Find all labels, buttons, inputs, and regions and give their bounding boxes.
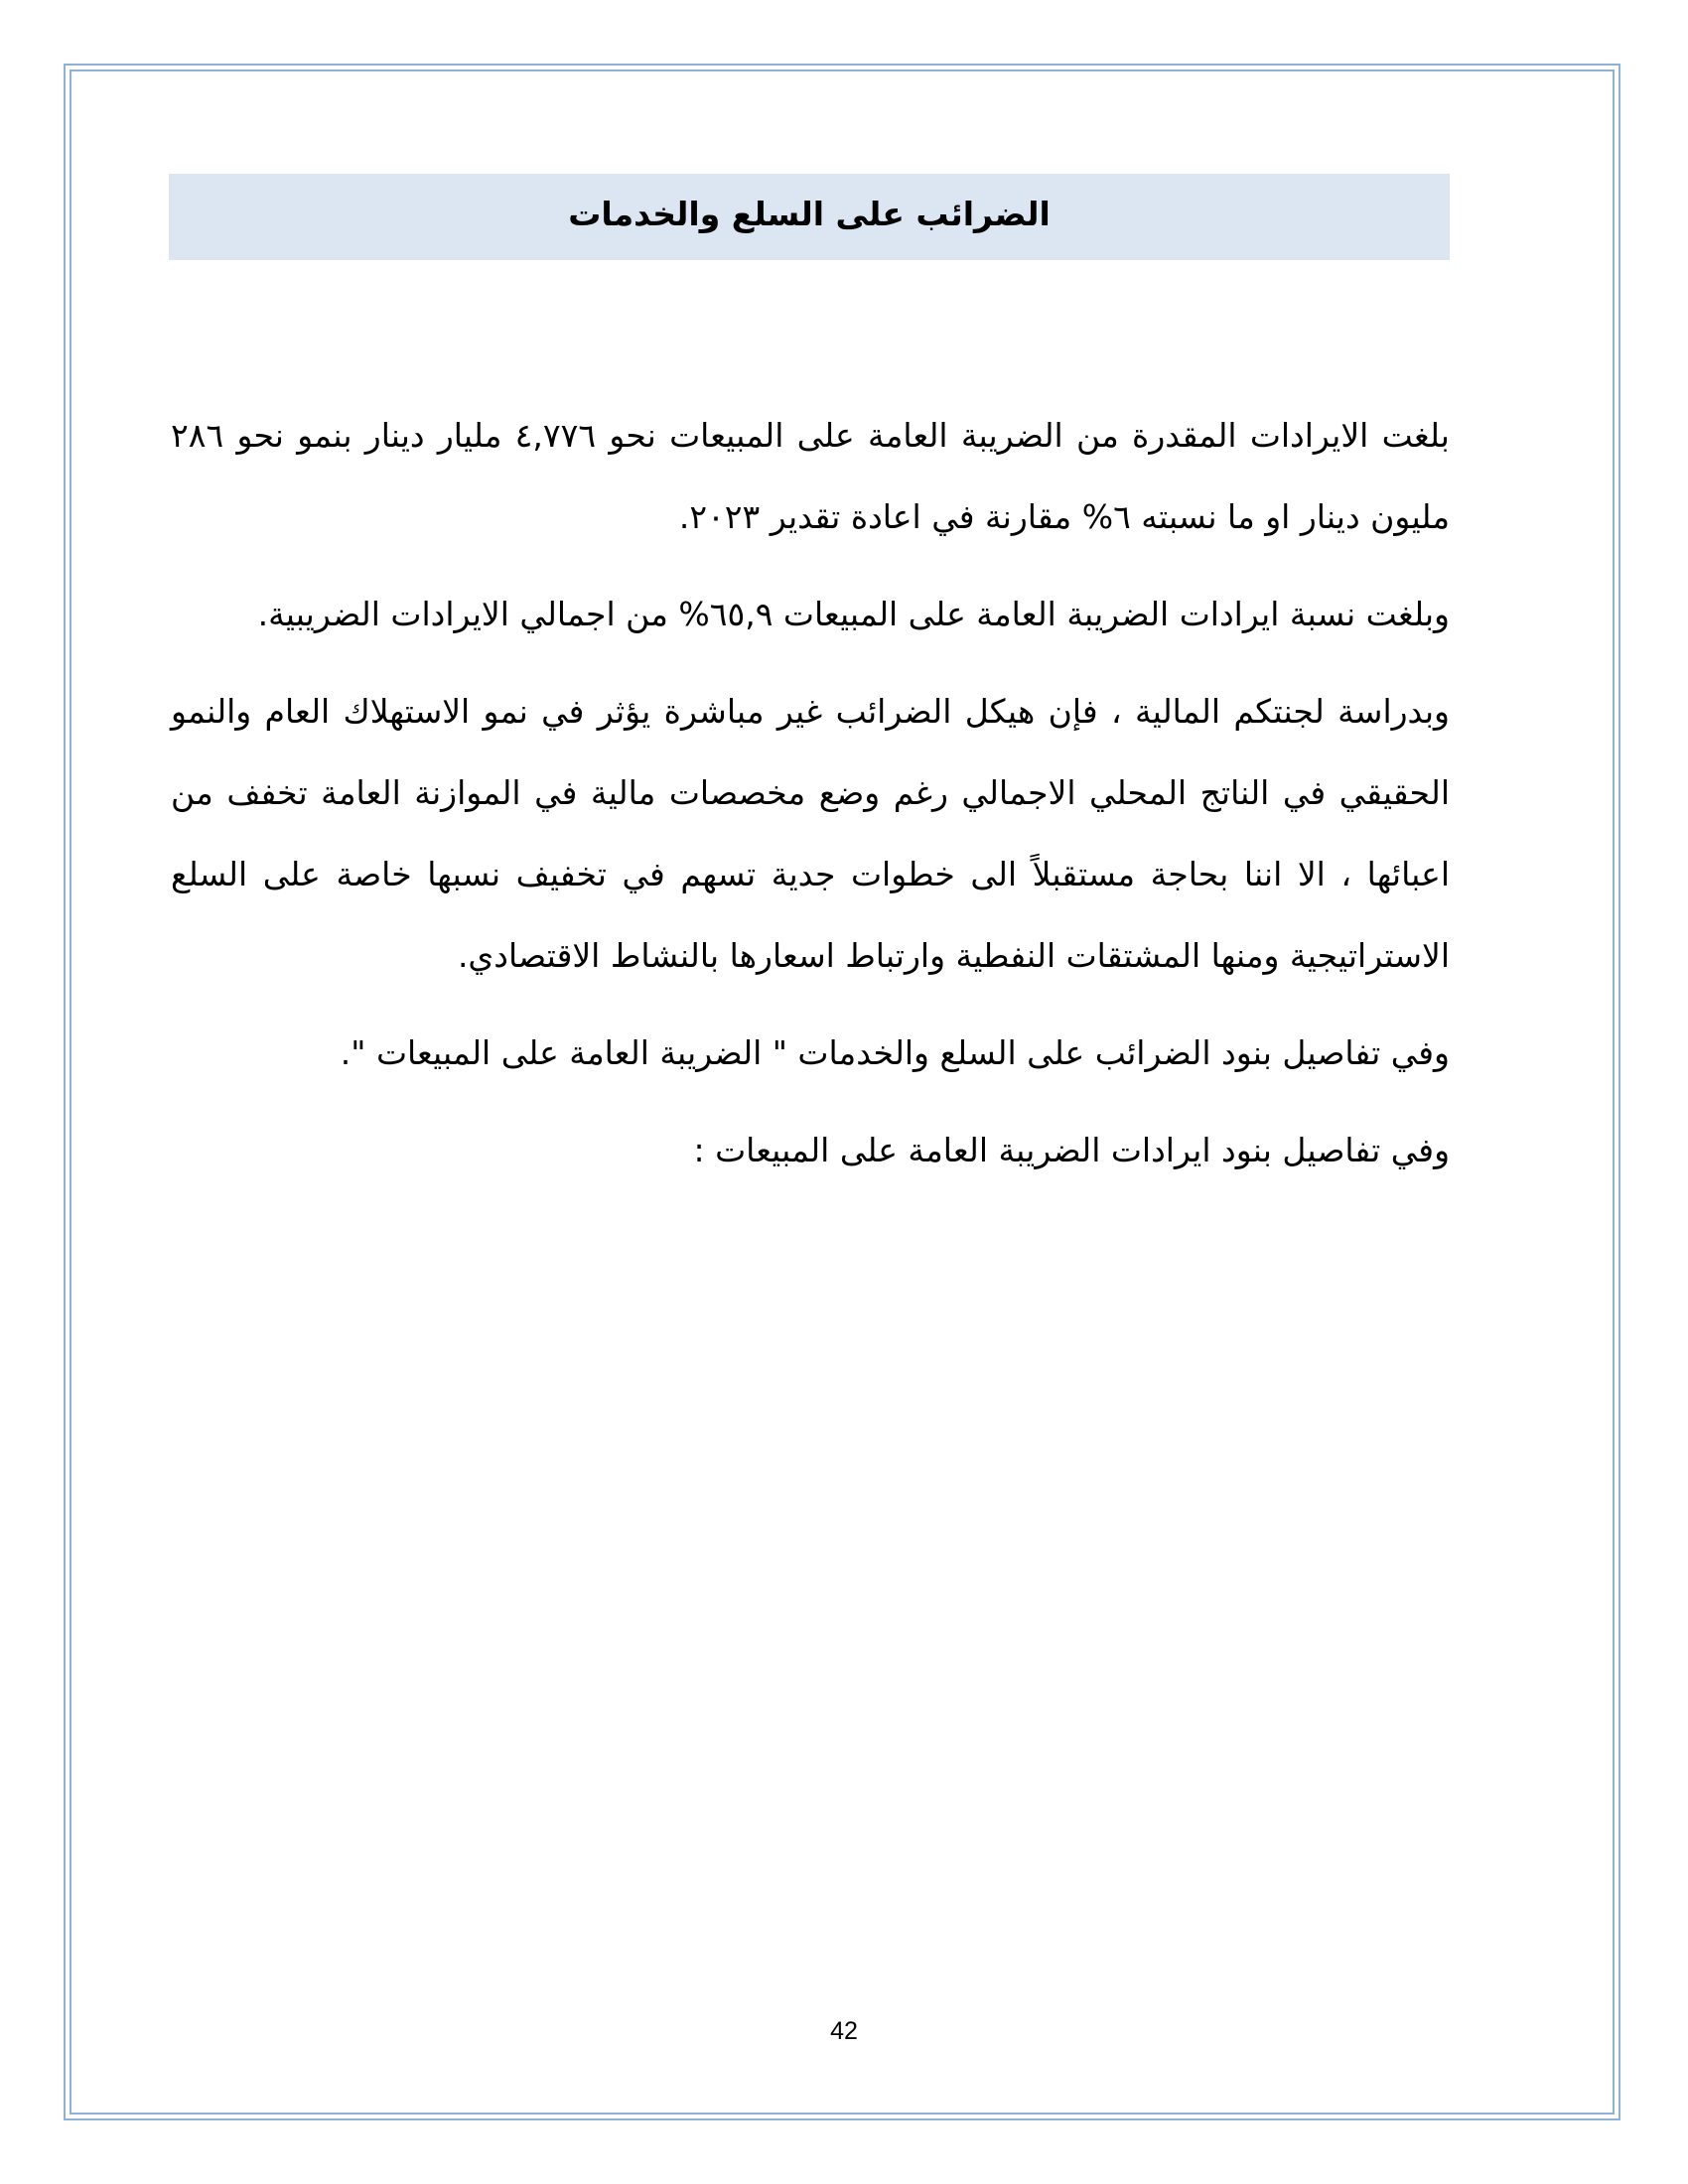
section-title: الضرائب على السلع والخدمات [568,195,1051,233]
paragraph-sales-tax-share: وبلغت نسبة ايرادات الضريبة العامة على المبيعات ٦٥,٩% من اجمالي الايرادات الضريبية. [257,595,1450,633]
paragraph-sales-tax-items: وفي تفاصيل بنود ايرادات الضريبة العامة على المبيعات : [693,1131,1450,1169]
paragraph-goods-services-details: وفي تفاصيل بنود الضرائب على السلع والخدمات " الضريبة العامة على المبيعات ". [340,1033,1450,1072]
document-body [171,395,1450,1207]
paragraph-committee-study: وبدراسة لجنتكم المالية ، فإن هيكل الضرائب غير مباشرة يؤثر في نمو الاستهلاك العام والنمو الحقيقي في الناتج المحلي الاجمالي رغم وضع مخصصات مالية في الموازنة العامة تخفف من اعبائها ، الا اننا بحاجة مستقبلاً الى خطوات جدية تسهم في تخفيف نسبها خاصة على السلع الاستراتيجية ومنها المشتقات النفطية وارتباط اسعارها بالنشاط الاقتصادي. [171,692,1450,975]
page-number: 42 [830,2017,858,2045]
section-title-band [169,174,1450,260]
paragraph-sales-tax-revenue: بلغت الايرادات المقدرة من الضريبة العامة على المبيعات نحو ٤,٧٧٦ مليار دينار بنمو نحو ٢٨٦ مليون دينار او ما نسبته ٦% مقارنة في اعادة تقدير ٢٠٢٣. [171,416,1450,536]
